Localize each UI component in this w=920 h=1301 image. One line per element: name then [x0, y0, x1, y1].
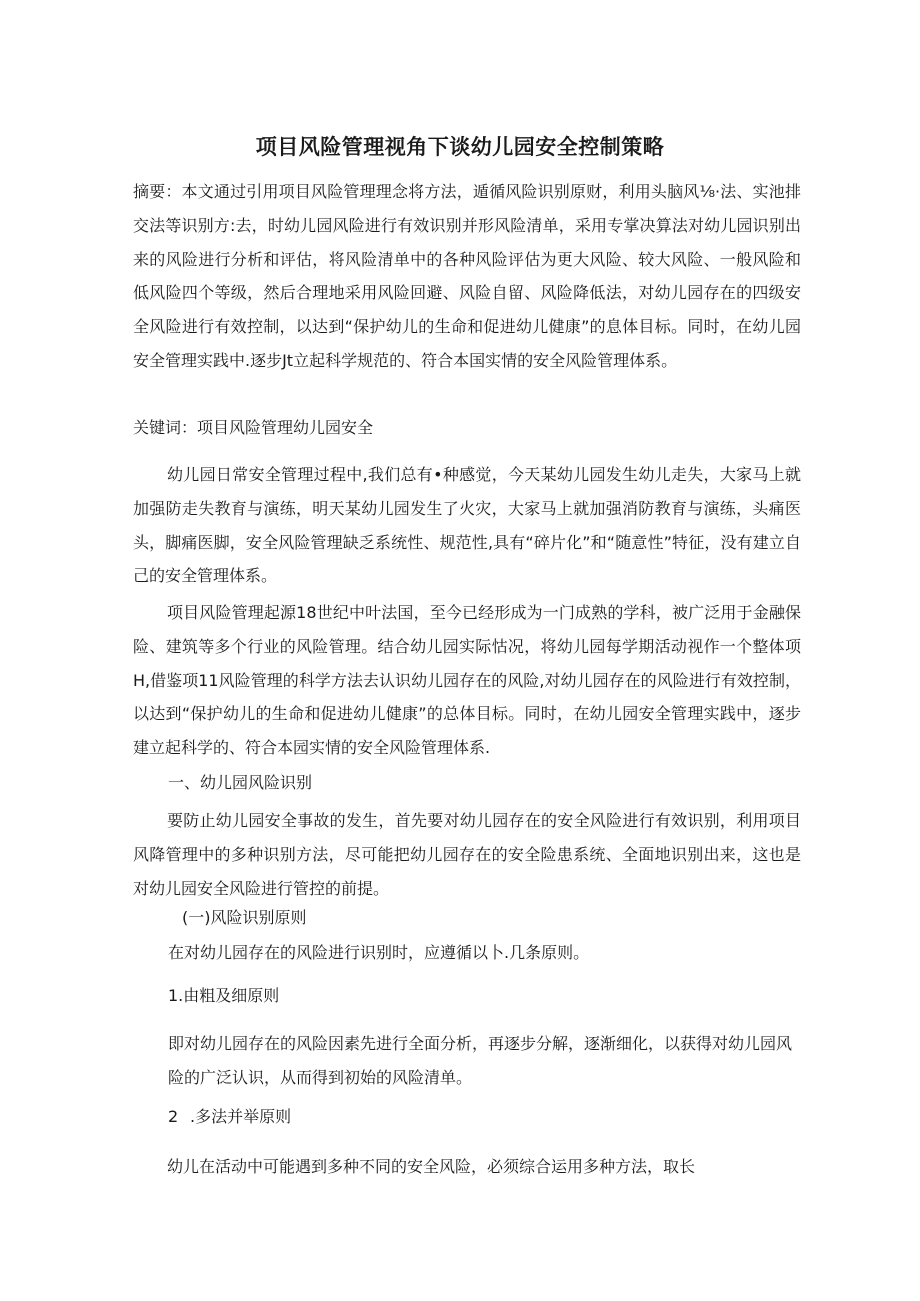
subsection-intro-line: 在对幼儿园存在的风险进行识别时，应遵循以卜.几条原则。 [168, 943, 590, 962]
principle-2-number: 2 [168, 1107, 179, 1126]
principle-1-text: 即对幼儿园存在的风险因素先进行全面分析，再逐步分解，逐渐细化，以获得对幼儿园风险的广泛认识，从而得到初始的风险清单。 [168, 1034, 793, 1087]
body-paragraph-2: 项目风险管理起源18世纪中叶法国，至今已经形成为一门成熟的学科，被广泛用于金融保险、建筑等多个行业的风险管理。结合幼儿园实际怙况，将幼儿园每学期活动视作一个整体项H,借鉴项11风险管理的科学方法去认识幼儿园存在的风险,对幼儿园存在的风险进行有效控制，以达到“保护幼儿的生命和促进幼儿健康”的总体目标。同时，在幼儿园安全管理实践中，逐步建立起科学的、符合本园实情的安全风险管理体系. [133, 603, 801, 758]
principle-1-heading: 1.由粗及细原则 [168, 986, 280, 1005]
body-paragraph-1: 幼儿园日常安全管理过程中,我们总有•种感觉，今天某幼儿园发生幼儿走失，大家马上就加强防走失教育与演练，明天某幼儿园发生了火灾，大家马上就加强消防教育与演练，头痛医头，脚痛医脚，安全风险管理缺乏系统性、规范性,具有“碎片化”和“随意性”特征，没有建立自己的安全管理体系。 [133, 465, 801, 586]
principle-2-label: .多法并举原则 [190, 1107, 292, 1126]
document-title: 项目风险管理视角下谈幼儿园安全控制策略 [255, 135, 665, 159]
abstract-paragraph: 摘要：本文通过引用项目风险管理理念将方法，遁循风险识别原财，利用头脑风⅛·法、实池排交法等识别方:去，时幼儿园风险进行有效识别并形风险清单，采用专掌决算法对幼儿园识别出来的风险进行分析和评估，将风险清单中的各种风险评估为更大风险、较大风险、一般风险和低风险四个等级，然后合理地采用风险回避、风险自留、风险降低法，对幼儿园存在的四级安全风险进行有效控制，以达到“保护幼儿的生命和促进幼儿健康”的息体目标。同时，在幼儿园安全管理实践中.逐步Jt立起科学规范的、符合本国实情的安全风险管理体系。 [133, 182, 801, 370]
subsection-heading-principles: (一)风险识别原则 [182, 908, 307, 927]
principle-2-heading [168, 1102, 291, 1132]
section-heading-risk-identification: 一、幼儿园风险识别 [168, 773, 313, 792]
body-paragraph-5: 幼儿在活动中可能遇到多种不同的安全风险，必须综合运用多种方法，取长 [167, 1157, 696, 1176]
keywords-line: 关键词：项目风险管理幼儿园安全 [133, 418, 374, 437]
body-paragraph-3: 要防止幼儿园安全事故的发生，首先要对幼儿园存在的安全风险进行有效识别，利用项目风降管理中的多种识别方法，尽可能把幼儿园存在的安全险患系统、全面地识别出来，这也是对幼儿园安全风险进行管控的前提。 [133, 811, 801, 898]
